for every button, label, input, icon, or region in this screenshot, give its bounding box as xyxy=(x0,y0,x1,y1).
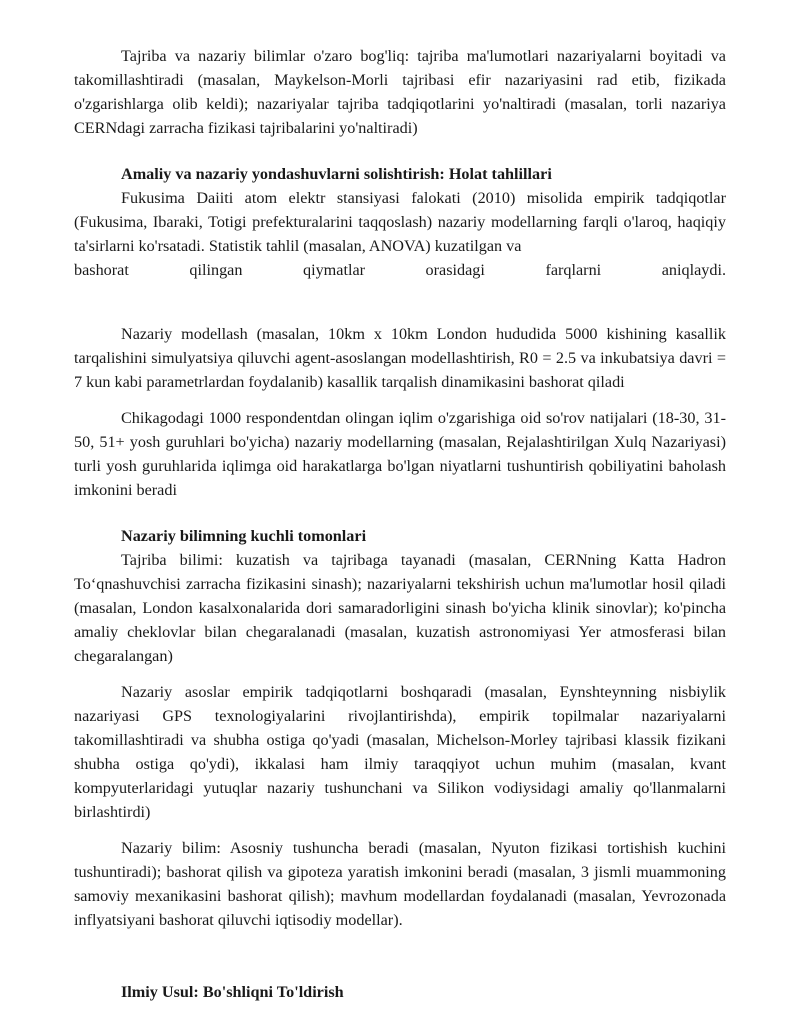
paragraph-theoretical-frameworks: Nazariy asoslar empirik tadqiqotlarni boshqaradi (masalan, Eynshteynning nisbiylik nazariyasi GPS texnologiyalarini rivojlantirishda), empirik topilmalar nazariyalarni takomillashtiradi va shubha ostiga qo'yadi (masalan, Michelson-Morley tajribasi klassik fizikani shubha ostiga qo'ydi), ikkalasi ham ilmiy taraqqiyot uchun muhim (masalan, kvant kompyuterlaridagi yutuqlar nazariy tushunchani va Silikon vodiysidagi amaliy qo'llanmalarni birlashtirdi) xyxy=(74,683,726,821)
heading-scientific-method: Ilmiy Usul: Bo'shliqni To'ldirish xyxy=(121,983,344,1001)
paragraph-theoretical-modelling: Nazariy modellash (masalan, 10km x 10km London hududida 5000 kishining kasallik tarqalishini simulyatsiya qiluvchi agent-asoslangan modellashtirish, R0 = 2.5 va inkubatsiya davri = 7 kun kabi parametrlardan foydalanib) kasallik tarqalish dinamikasini bashorat qiladi xyxy=(74,325,726,391)
heading-case-analysis: Amaliy va nazariy yondashuvlarni solishtirish: Holat tahlillari xyxy=(121,165,552,183)
document-page xyxy=(74,44,726,1004)
paragraph-theory-experiment-link: Tajriba va nazariy bilimlar o'zaro bog'liq: tajriba ma'lumotlari nazariyalarni boyitadi va takomillashtiradi (masalan, Maykelson-Morli tajribasi efir nazariyasini rad etib, fizikada o'zgarishlarga olib keldi); nazariyalar tajriba tadqiqotlarini yo'naltiradi (masalan, torli nazariya CERNdagi zarracha fizikasi tajribalarini yo'naltiradi) xyxy=(74,47,726,137)
paragraph-fukushima-a: Fukusima Daiiti atom elektr stansiyasi falokati (2010) misolida empirik tadqiqotlar (Fukusima, Ibaraki, Totigi prefekturalarini taqqoslash) nazariy modellarning farqli o'laroq, haqiqiy ta'sirlarni ko'rsatadi. Statistik tahlil (masalan, ANOVA) kuzatilgan va xyxy=(74,189,726,255)
paragraph-experimental-knowledge: Tajriba bilimi: kuzatish va tajribaga tayanadi (masalan, CERNning Katta Hadron To‘qnashuvchisi zarracha fizikasini sinash); nazariyalarni tekshirish uchun ma'lumotlar hosil qiladi (masalan, London kasalxonalarida dori samaradorligini sinash bo'yicha klinik sinovlar); ko'pincha amaliy cheklovlar bilan chegaralanadi (masalan, kuzatish astronomiyasi Yer atmosferasi bilan chegaralangan) xyxy=(74,551,726,665)
paragraph-theoretical-knowledge: Nazariy bilim: Asosniy tushuncha beradi (masalan, Nyuton fizikasi tortishish kuchini tushuntiradi); bashorat qilish va gipoteza yaratish imkonini beradi (masalan, 3 jismli muammoning samoviy mexanikasini bashorat qilish); mavhum modellardan foydalanadi (masalan, Yevrozonada inflyatsiyani bashorat qiluvchi iqtisodiy modellar). xyxy=(74,839,726,929)
paragraph-fukushima-b: bashorat qilingan qiymatlar orasidagi farqlarni aniqlaydi. xyxy=(74,261,726,279)
heading-theory-strengths: Nazariy bilimning kuchli tomonlari xyxy=(121,527,367,545)
paragraph-chicago-survey: Chikagodagi 1000 respondentdan olingan iqlim o'zgarishiga oid so'rov natijalari (18-30, 31-50, 51+ yosh guruhlari bo'yicha) nazariy modellarning (masalan, Rejalashtirilgan Xulq Nazariyasi) turli yosh guruhlarida iqlimga oid harakatlarga bo'lgan niyatlarni tushuntirish qobiliyatini baholash imkonini beradi xyxy=(74,409,726,499)
